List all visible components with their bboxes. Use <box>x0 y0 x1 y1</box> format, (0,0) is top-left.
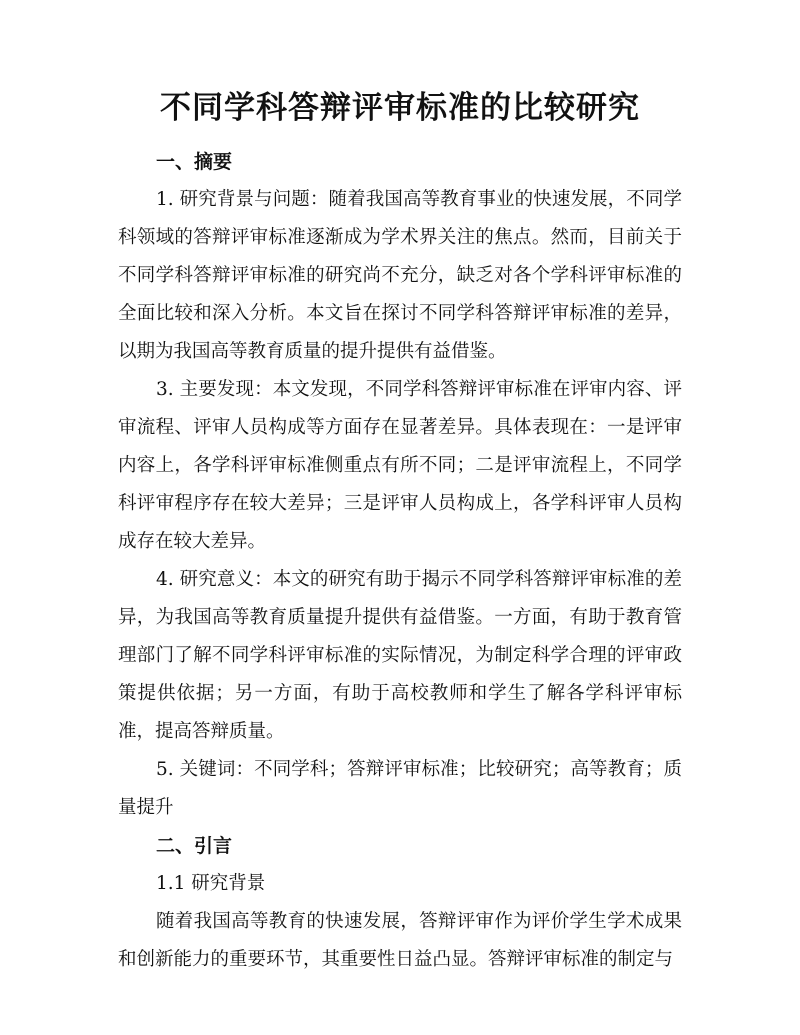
intro-paragraph: 随着我国高等教育的快速发展，答辩评审作为评价学生学术成果和创新能力的重要环节，其重要性日益凸显。答辩评审标准的制定与 <box>118 911 682 970</box>
section-heading-intro: 二、引言 <box>156 835 233 857</box>
subsection-heading-background: 1.1 研究背景 <box>156 873 266 894</box>
abstract-item-background: 1. 研究背景与问题：随着我国高等教育事业的快速发展，不同学科领域的答辩评审标准逐渐成为学术界关注的焦点。然而，目前关于不同学科答辩评审标准的研究尚不充分，缺乏对各个学科评审标准的全面比较和深入分析。本文旨在探讨不同学科答辩评审标准的差异，以期为我国高等教育质量的提升提供有益借鉴。 <box>118 189 682 362</box>
abstract-item-keywords: 5. 关键词：不同学科；答辩评审标准；比较研究；高等教育；质量提升 <box>118 759 682 818</box>
document-body <box>118 143 682 979</box>
section-heading-abstract: 一、摘要 <box>156 151 233 173</box>
abstract-item-findings: 3. 主要发现：本文发现，不同学科答辩评审标准在评审内容、评审流程、评审人员构成等方面存在显著差异。具体表现在：一是评审内容上，各学科评审标准侧重点有所不同；二是评审流程上，不同学科评审程序存在较大差异；三是评审人员构成上，各学科评审人员构成存在较大差异。 <box>118 379 682 552</box>
abstract-item-significance: 4. 研究意义：本文的研究有助于揭示不同学科答辩评审标准的差异，为我国高等教育质量提升提供有益借鉴。一方面，有助于教育管理部门了解不同学科评审标准的实际情况，为制定科学合理的评审政策提供依据；另一方面，有助于高校教师和学生了解各学科评审标准，提高答辩质量。 <box>118 569 682 742</box>
document-title: 不同学科答辩评审标准的比较研究 <box>160 90 640 126</box>
